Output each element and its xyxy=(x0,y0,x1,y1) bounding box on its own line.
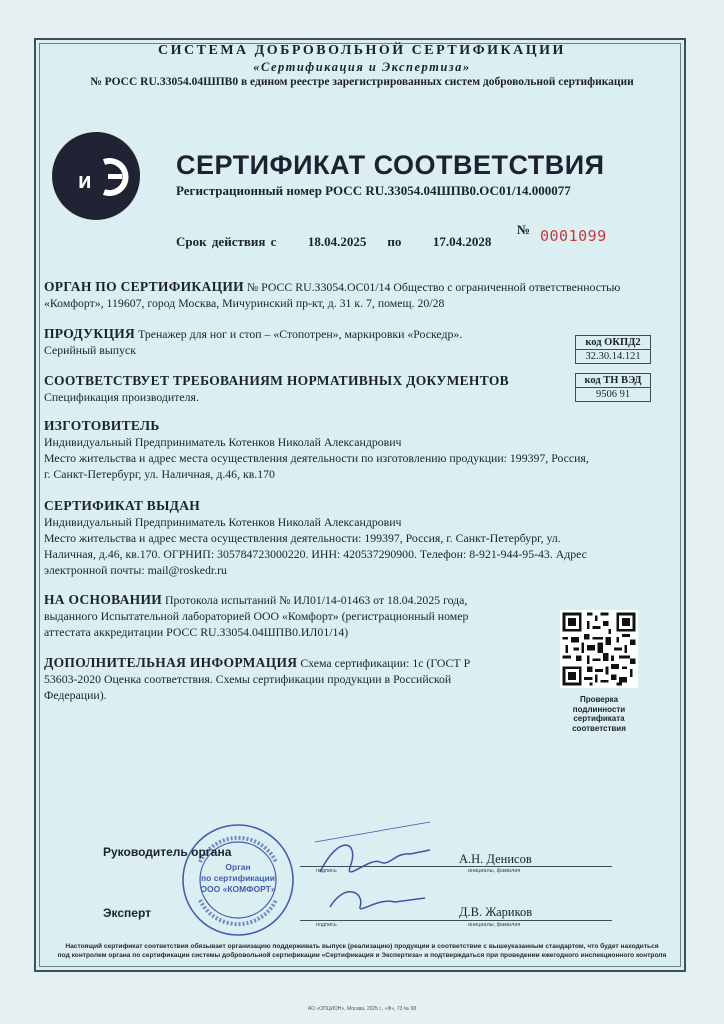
product-section: ПРОДУКЦИЯ Тренажер для ног и стоп – «Стопотрен», маркировки «Роскедр». Серийный выпуск xyxy=(44,326,463,357)
manufacturer-section: ИЗГОТОВИТЕЛЬ Индивидуальный Предприниматель Котенков Николай Александрович Место жительства и адрес места осуществления деятельности по изготовлению продукции: 199397, Россия, г. Санкт-Петербург, ул. Наличная, д.46, кв.170 xyxy=(44,418,589,481)
requirements-section: СООТВЕТСТВУЕТ ТРЕБОВАНИЯМ НОРМАТИВНЫХ ДОКУМЕНТОВ Спецификация производителя. xyxy=(44,373,509,404)
system-title: СИСТЕМА ДОБРОВОЛЬНОЙ СЕРТИФИКАЦИИ xyxy=(158,43,566,58)
system-subtitle: «Сертификация и Экспертиза» xyxy=(253,60,471,74)
director-role: Руководитель органа xyxy=(103,845,232,859)
system-registry: № РОСС RU.З3054.04ШПВ0 в едином реестре зарегистрированных систем добровольной сертификации xyxy=(90,76,634,88)
director-name: А.Н. Денисов xyxy=(459,852,532,866)
additional-info-section: ДОПОЛНИТЕЛЬНАЯ ИНФОРМАЦИЯ Схема сертификации: 1с (ГОСТ Р 53603-2020 Оценка соответствия. Схемы сертификации продукции в Российской Федерации). xyxy=(44,655,471,702)
valid-to: 17.04.2028 xyxy=(432,234,492,249)
registration-number: Регистрационный номер РОСС RU.З3054.04ШПВ0.ОС01/14.000077 xyxy=(176,183,571,198)
validity-period: Срок действия с 18.04.2025 по 17.04.2028 xyxy=(176,234,492,249)
cert-body-section: ОРГАН ПО СЕРТИФИКАЦИИ № РОСС RU.З3054.ОС01/14 Общество с ограниченной ответственностью «Комфорт», 119607, город Москва, Мичуринский пр-кт, д. 31 к. 7, помещ. 20/28 xyxy=(44,279,621,310)
number-sign: № xyxy=(517,222,531,237)
certification-logo xyxy=(46,130,168,222)
footer-notice: Настоящий сертификат соответствия обязывает организацию поддерживать выпуск (реализацию) продукции в соответствие с вышеуказанным стандартом, что будет находиться под контролем органа по сертификации системы добровольной сертификации «Сертификация и Экспертиза» и подтверждаться при проведении ежегодного инспекционного контроля xyxy=(57,943,667,959)
svg-text:и: и xyxy=(78,168,92,193)
valid-from: 18.04.2025 xyxy=(307,234,367,249)
organization-stamp xyxy=(180,822,296,938)
expert-role: Эксперт xyxy=(103,906,152,920)
qr-caption: Проверка подлинности сертификата соответствия xyxy=(572,695,626,733)
svg-text:по сертификации: по сертификации xyxy=(201,873,275,883)
certificate-title: СЕРТИФИКАТ СООТВЕТСТВИЯ xyxy=(176,150,605,180)
okpd2-code-box: код ОКПД2 32.30.14.121 xyxy=(575,335,651,364)
form-number: 0001099 xyxy=(540,227,607,245)
verification-qr-code[interactable] xyxy=(560,610,638,688)
svg-text:ООО «КОМФОРТ»: ООО «КОМФОРТ» xyxy=(200,884,276,894)
basis-section: НА ОСНОВАНИИ Протокола испытаний № ИЛ01/14-01463 от 18.04.2025 года, выданного Испытательной лабораторией ООО «Комфорт» (регистрационный номер аттестата аккредитации РОСС RU.З3054.04ШПВ0.ИЛ01/14) xyxy=(44,592,469,639)
tnved-code-box: код ТН ВЭД 9506 91 xyxy=(575,373,651,402)
svg-text:Орган: Орган xyxy=(225,862,251,872)
issued-to-section: СЕРТИФИКАТ ВЫДАН Индивидуальный Предприниматель Котенков Николай Александрович Место жительства и адрес места осуществления деятельности: 199397, Россия, г. Санкт-Петербург, ул. Наличная, д.46, кв.170. ОГРНИП: 305784723000220. ИНН: 420537290900. Телефон: 8-921-944-95-43. Адрес электронной почты: mail@roskedr.ru xyxy=(44,498,587,577)
certificate-sheet: СИСТЕМА ДОБРОВОЛЬНОЙ СЕРТИФИКАЦИИ «Сертификация и Экспертиза» № РОСС RU.З3054.04ШПВ0 в едином реестре зарегистрированных систем добровольной сертификации и СЕРТИФИКАТ СООТВЕТСТВИЯ Регистрационный номер РОСС RU.З3054.04ШПВ0.ОС01/14.000077 Срок действия с 18.04.2025 по 17.04.2028 № 0001099 ОРГАН ПО СЕРТИФИКАЦИИ № РОСС RU.З3054.ОС01/14 Общество с ограниченной ответственностью «Комфорт», 119607, город Москва, Мичуринский пр-кт, д. 31 к. 7, помещ. 20/28 ПРОДУКЦИЯ Тренажер для ног и стоп – «Стопотрен», маркировки «Роскедр». Серийный выпуск код ОКПД2 32.30.14.121 СООТВЕТСТВУЕТ ТРЕБОВАНИЯМ НОРМАТИВНЫХ ДОКУМЕНТОВ Спецификация производителя. код ТН ВЭД 9506 91 ИЗГОТОВИТЕЛЬ Индивидуальный Предприниматель Котенков Николай Александрович Место жительства и адрес места осуществления деятельности по изготовлению продукции: 199397, Россия, г. Санкт-Петербург, ул. Наличная, д.46, кв.170 СЕРТИФИКАТ ВЫДАН Индивидуальный Предприниматель Котенков Николай Александрович Место жительства и адрес места осуществления деятельности: 199397, Россия, г. Санкт-Петербург, ул. Наличная, д.46, кв.170. ОГРНИП: 305784723000220. ИНН: 420537290900. Телефон: 8-921-944-95-43. Адрес электронной почты: mail@roskedr.ru НА ОСНОВАНИИ Протокола испытаний № ИЛ01/14-01463 от 18.04.2025 года, выданного Испытательной лабораторией ООО «Комфорт» (регистрационный номер аттестата аккредитации РОСС RU.З3054.04ШПВ0.ИЛ01/14) ДОПОЛНИТЕЛЬНАЯ ИНФОРМАЦИЯ Схема сертификации: 1с (ГОСТ Р 53603-2020 Оценка соответствия. Схемы сертификации продукции в Российской Федерации). Проверка подлинности сертификата соответствия Орган по сертификации ООО «КОМФОРТ» Руководитель органа подпись А.Н. Денисов инициалы, фамилия Эксперт подпись Д.В. Жариков инициалы, фамилия Настоящий сертификат соответствия обязывает организацию поддерживать выпуск (реализацию) продукции в соответствие с вышеуказанным стандартом, что будет находиться под контролем органа по сертификации системы добровольной сертификации «Сертификация и Экспертиза» и подтверждаться при проведении ежегодного инспекционного контроля АО «ОПЦИОН», Москва, 2025 г., «Ф», 73 № 68 xyxy=(0,0,724,1024)
printer-imprint: АО «ОПЦИОН», Москва, 2025 г., «Ф», 73 № 68 xyxy=(307,1006,417,1012)
expert-name: Д.В. Жариков xyxy=(459,905,533,919)
signature-director xyxy=(300,812,440,922)
